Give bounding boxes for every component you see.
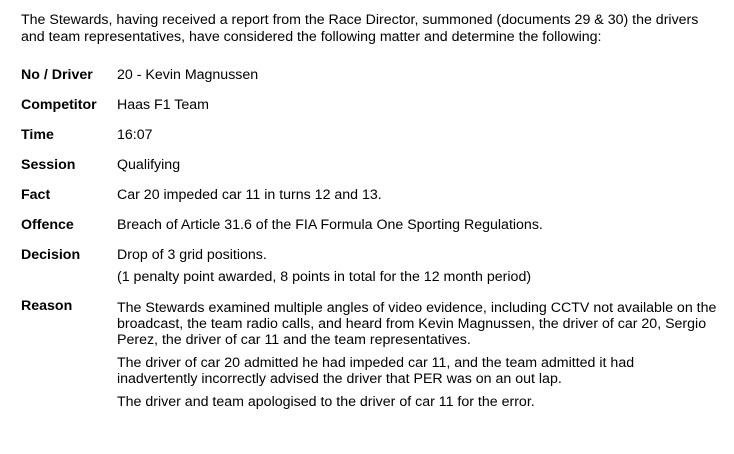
driver-label: No / Driver	[21, 67, 93, 83]
session-value: Qualifying	[117, 157, 181, 173]
reason-paragraph-3: The driver and team apologised to the driver of car 11 for the error.	[117, 394, 535, 410]
decision-line-1: Drop of 3 grid positions.	[117, 247, 267, 263]
driver-value: 20 - Kevin Magnussen	[117, 67, 259, 83]
session-label: Session	[21, 157, 76, 173]
fact-value: Car 20 impeded car 11 in turns 12 and 13.	[117, 187, 382, 203]
reason-paragraph-1: The Stewards examined multiple angles of video evidence, including CCTV not available on the broadcast, the team radio calls, and heard from Kevin Magnussen, the driver of car 20, Sergio Perez, the driver of car 11 and the team representatives.	[117, 300, 717, 348]
reason-label: Reason	[21, 298, 73, 314]
competitor-label: Competitor	[21, 97, 97, 113]
decision-label: Decision	[21, 247, 81, 263]
decision-line-2: (1 penalty point awarded, 8 points in total for the 12 month period)	[117, 269, 532, 285]
time-value: 16:07	[117, 127, 153, 143]
fact-label: Fact	[21, 187, 51, 203]
competitor-value: Haas F1 Team	[117, 97, 209, 113]
offence-label: Offence	[21, 217, 74, 233]
time-label: Time	[21, 127, 54, 143]
intro-paragraph: The Stewards, having received a report from the Race Director, summoned (documents 29 & 30) the drivers and team representatives, have considered the following matter and determine the following:	[21, 12, 699, 45]
reason-paragraph-2: The driver of car 20 admitted he had impeded car 11, and the team admitted it had inadvertently incorrectly advised the driver that PER was on an out lap.	[117, 355, 635, 387]
offence-value: Breach of Article 31.6 of the FIA Formula One Sporting Regulations.	[117, 217, 543, 233]
